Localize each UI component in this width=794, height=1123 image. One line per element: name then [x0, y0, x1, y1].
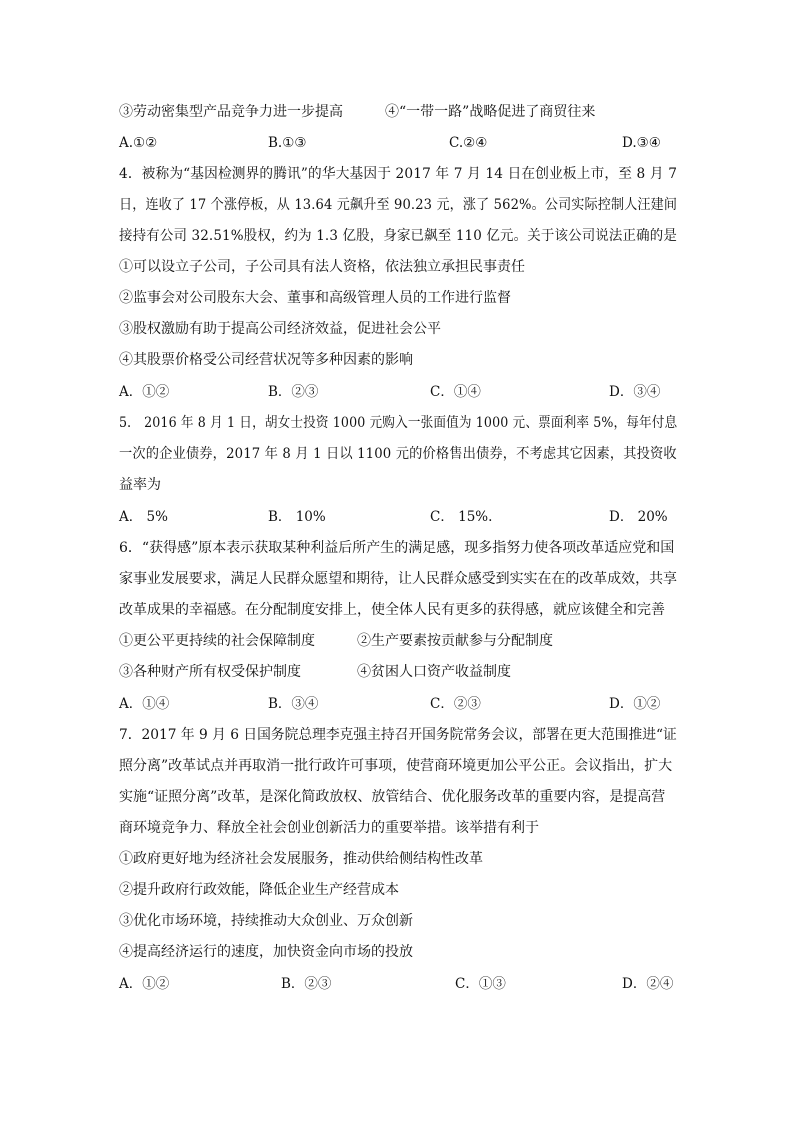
q5-stem-line-2: 一次的企业债券，2017 年 8 月 1 日以 1100 元的价格售出债券，不考虑其它因素，其投资收 — [119, 446, 677, 462]
q3-statement-3: ③劳动密集型产品竞争力进一步提高 — [119, 104, 343, 120]
q6-option-d: D．①② — [609, 696, 661, 712]
q6-option-c: C．②③ — [430, 696, 481, 712]
q4-option-b: B．②③ — [268, 384, 319, 400]
q4-statement-4: ④其股票价格受公司经营状况等多种因素的影响 — [119, 352, 413, 368]
q7-option-c: C．①③ — [455, 976, 506, 992]
q7-stem-line-1: 7．2017 年 9 月 6 日国务院总理李克强主持召开国务院常务会议，部署在更大范围推进“证 — [119, 727, 677, 743]
q4-stem-line-3: 接持有公司 32.51%股权，约为 1.3 亿股，身家已飙至 110 亿元。关于该公司说法正确的是 — [119, 228, 677, 244]
q4-option-c: C．①④ — [430, 384, 481, 400]
q6-statement-2: ②生产要素按贡献参与分配制度 — [357, 633, 553, 649]
q6-stem-line-3: 改革成果的幸福感。在分配制度安排上，使全体人民有更多的获得感，就应该健全和完善 — [119, 602, 665, 618]
q4-statement-3: ③股权激励有助于提高公司经济效益，促进社会公平 — [119, 321, 441, 337]
q5-option-c: C． 15%. — [430, 509, 493, 525]
q4-option-d: D．③④ — [609, 384, 661, 400]
q7-statement-4: ④提高经济运行的速度，加快资金向市场的投放 — [119, 944, 413, 960]
q7-statement-1: ①政府更好地为经济社会发展服务，推动供给侧结构性改革 — [119, 851, 483, 867]
q7-stem-line-4: 商环境竞争力、释放全社会创业创新活力的重要举措。该举措有利于 — [119, 820, 539, 836]
q7-statement-3: ③优化市场环境，持续推动大众创业、万众创新 — [119, 913, 413, 929]
q6-option-a: A．①④ — [119, 696, 170, 712]
q7-option-a: A．①② — [119, 976, 170, 992]
q6-stem-line-1: 6．“获得感”原本表示获取某种利益后所产生的满足感，现多指努力使各项改革适应党和国 — [119, 540, 675, 556]
q4-statement-2: ②监事会对公司股东大会、董事和高级管理人员的工作进行监督 — [119, 290, 511, 306]
q5-option-a: A． 5% — [119, 509, 168, 525]
q4-stem-line-2: 日，连收了 17 个涨停板，从 13.64 元飙升至 90.23 元，涨了 562%。公司实际控制人汪建间 — [119, 197, 678, 213]
q6-option-b: B．③④ — [268, 696, 319, 712]
q3-statement-4: ④“一带一路”战略促进了商贸往来 — [385, 104, 596, 120]
q6-statement-4: ④贫困人口资产收益制度 — [357, 664, 511, 680]
q7-stem-line-3: 实施“证照分离”改革，是深化简政放权、放管结合、优化服务改革的重要内容，是提高营 — [119, 789, 666, 805]
q7-option-d: D．②④ — [622, 976, 674, 992]
q3-option-b: B.①③ — [268, 135, 307, 151]
q5-option-d: D． 20% — [609, 509, 668, 525]
q7-stem-line-2: 照分离”改革试点并再取消一批行政许可事项，使营商环境更加公平公正。会议指出，扩大 — [119, 758, 673, 774]
q3-option-d: D.③④ — [622, 135, 661, 151]
q4-stem-line-1: 4．被称为“基因检测界的腾讯”的华大基因于 2017 年 7 月 14 日在创业板上市，至 8 月 7 — [119, 166, 678, 182]
q3-option-a: A.①② — [119, 135, 158, 151]
q4-option-a: A．①② — [119, 384, 170, 400]
q5-stem-line-1: 5． 2016 年 8 月 1 日，胡女士投资 1000 元购入一张面值为 1000 元、票面利率 5%，每年付息 — [119, 415, 678, 431]
q6-stem-line-2: 家事业发展要求，满足人民群众愿望和期待，让人民群众感受到实实在在的改革成效，共享 — [119, 571, 677, 587]
q4-statement-1: ①可以设立子公司，子公司具有法人资格，依法独立承担民事责任 — [119, 259, 525, 275]
q5-option-b: B． 10% — [268, 509, 326, 525]
q3-option-c: C.②④ — [449, 135, 488, 151]
q6-statement-3: ③各种财产所有权受保护制度 — [119, 664, 301, 680]
q7-statement-2: ②提升政府行政效能，降低企业生产经营成本 — [119, 882, 399, 898]
q6-statement-1: ①更公平更持续的社会保障制度 — [119, 633, 315, 649]
q7-option-b: B．②③ — [281, 976, 332, 992]
q5-stem-line-3: 益率为 — [119, 477, 161, 493]
